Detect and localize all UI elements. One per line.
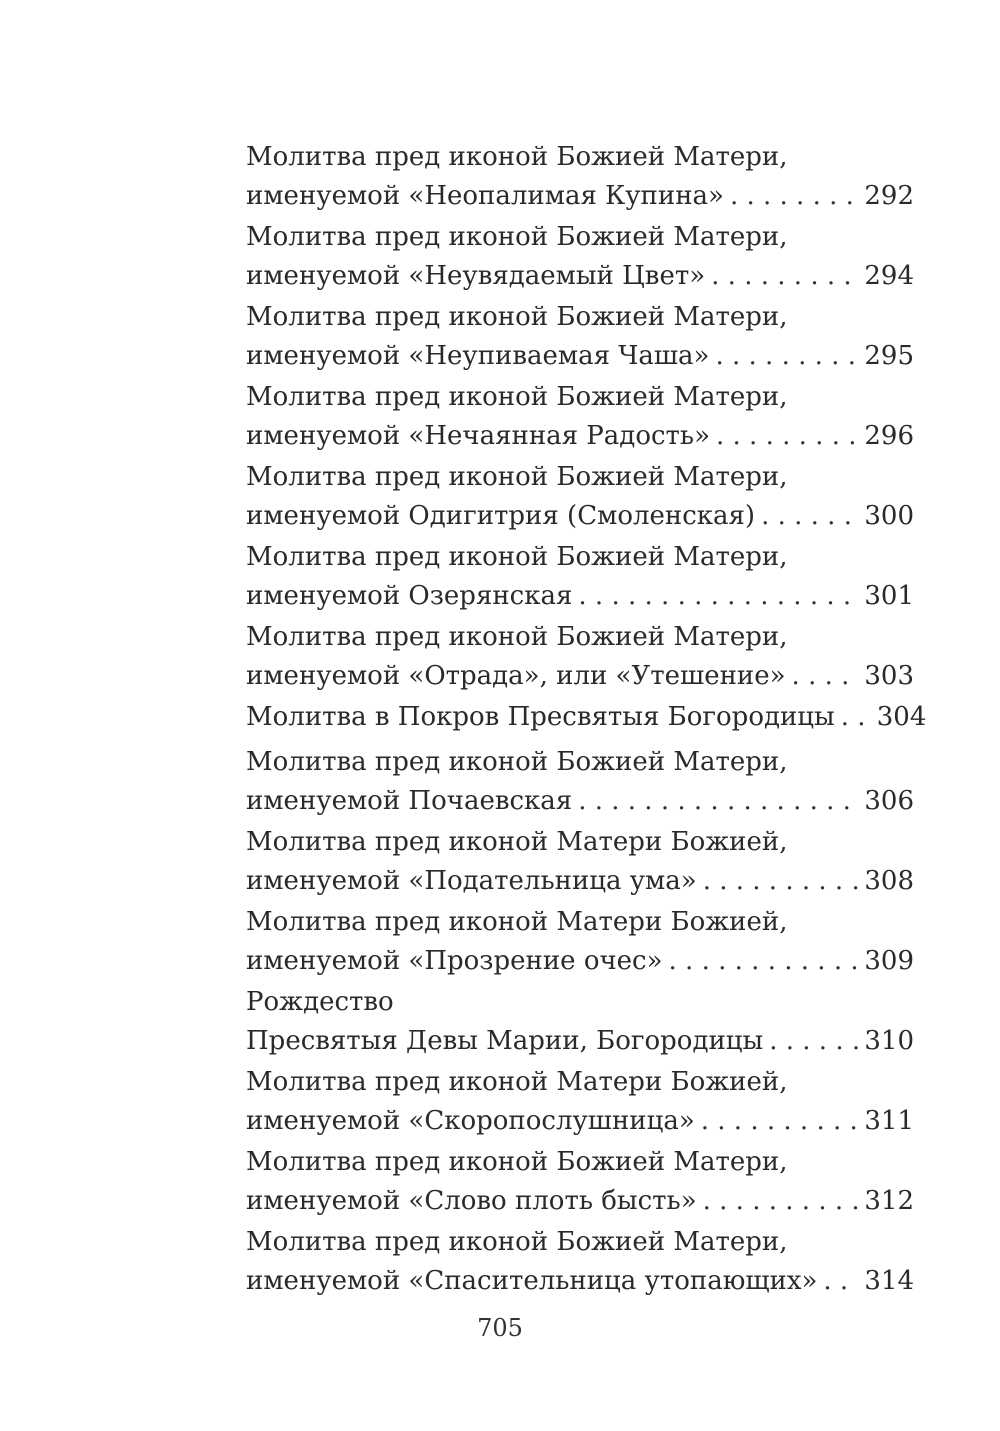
dot-leader	[711, 257, 858, 296]
toc-entry	[246, 698, 927, 737]
dot-leader	[823, 1262, 858, 1301]
toc-entry-title-line: Молитва пред иконой Божией Матери,	[246, 382, 788, 412]
toc-entry	[246, 378, 914, 456]
dot-leader	[703, 862, 859, 901]
toc-entry	[246, 743, 914, 821]
toc-entry-title-line: Молитва пред иконой Божией Матери,	[246, 302, 788, 332]
toc-entry-title-line: Молитва пред иконой Божией Матери,	[246, 747, 788, 777]
dot-leader	[730, 177, 858, 216]
toc-entry	[246, 298, 914, 376]
toc-entry-title-line: именуемой Почаевская	[246, 786, 573, 816]
dot-leader	[703, 1182, 859, 1221]
toc-entry	[246, 903, 914, 981]
toc-page-number: 300	[864, 501, 914, 531]
toc-entry-title-line: Молитва пред иконой Божией Матери,	[246, 622, 788, 652]
toc-entry-title-line: Молитва пред иконой Божией Матери,	[246, 1227, 788, 1257]
toc-entry-title-line: Молитва пред иконой Матери Божией,	[246, 907, 788, 937]
toc-entry-title-line: именуемой «Спасительница утопающих»	[246, 1266, 818, 1296]
toc-entry-title-line: Молитва пред иконой Божией Матери,	[246, 542, 788, 572]
toc-page-number: 311	[864, 1106, 914, 1136]
toc-entry-title-line: именуемой «Подательница ума»	[246, 866, 697, 896]
toc-entry-title-line: именуемой «Отрада», или «Утешение»	[246, 661, 786, 691]
toc-entry-title-line: Молитва пред иконой Матери Божией,	[246, 1067, 788, 1097]
dot-leader	[769, 1022, 858, 1061]
toc-entry-title-line: Молитва пред иконой Божией Матери,	[246, 1147, 788, 1177]
toc-page-number: 308	[864, 866, 914, 896]
dot-leader	[792, 657, 859, 696]
dot-leader	[716, 417, 858, 456]
toc-entry-title-line: именуемой «Нечаянная Радость»	[246, 421, 710, 451]
table-of-contents	[246, 138, 927, 1303]
toc-entry-title-line: именуемой «Слово плоть бысть»	[246, 1186, 697, 1216]
toc-entry	[246, 458, 914, 536]
toc-entry	[246, 138, 914, 216]
toc-entry-title-line: именуемой Одигитрия (Смоленская)	[246, 501, 756, 531]
page-number: 705	[477, 1314, 523, 1342]
toc-page-number: 314	[864, 1266, 914, 1296]
toc-entry	[246, 983, 914, 1061]
toc-page-number: 292	[864, 181, 914, 211]
toc-entry-title-line: Молитва пред иконой Божией Матери,	[246, 462, 788, 492]
toc-page-number: 306	[864, 786, 914, 816]
toc-page-number: 312	[864, 1186, 914, 1216]
toc-entry-title-line: именуемой Озерянская	[246, 581, 573, 611]
toc-entry	[246, 618, 914, 696]
toc-entry-title-line: именуемой «Неупиваемая Чаша»	[246, 341, 710, 371]
toc-entry-title-line: Пресвятыя Девы Марии, Богородицы	[246, 1026, 764, 1056]
toc-entry	[246, 1063, 914, 1141]
dot-leader	[578, 782, 858, 821]
toc-page-number: 303	[864, 661, 914, 691]
dot-leader	[841, 698, 871, 737]
toc-entry	[246, 823, 914, 901]
dot-leader	[701, 1102, 859, 1141]
toc-entry	[246, 218, 914, 296]
toc-entry-title-line: именуемой «Прозрение очес»	[246, 946, 663, 976]
dot-leader	[578, 577, 858, 616]
toc-page-number: 310	[864, 1026, 914, 1056]
toc-page-number: 295	[864, 341, 914, 371]
toc-entry	[246, 1143, 914, 1221]
toc-entry	[246, 538, 914, 616]
toc-entry-title-line: Молитва в Покров Пресвятыя Богородицы	[246, 702, 835, 732]
toc-entry-title-line: Молитва пред иконой Божией Матери,	[246, 222, 788, 252]
dot-leader	[669, 942, 859, 981]
dot-leader	[761, 497, 858, 536]
toc-page-number: 294	[864, 261, 914, 291]
toc-entry-title-line: именуемой «Неувядаемый Цвет»	[246, 261, 706, 291]
toc-entry-title-line: Молитва пред иконой Божией Матери,	[246, 142, 788, 172]
toc-entry-title-line: Рождество	[246, 987, 394, 1017]
toc-page-number: 309	[864, 946, 914, 976]
toc-page-number: 304	[876, 702, 927, 732]
toc-entry-title-line: именуемой «Неопалимая Купина»	[246, 181, 724, 211]
toc-entry-title-line: Молитва пред иконой Матери Божией,	[246, 827, 788, 857]
toc-entry-title-line: именуемой «Скоропослушница»	[246, 1106, 695, 1136]
dot-leader	[715, 337, 858, 376]
toc-entry	[246, 1223, 914, 1301]
toc-page-number: 296	[864, 421, 914, 451]
toc-page-number: 301	[864, 581, 914, 611]
